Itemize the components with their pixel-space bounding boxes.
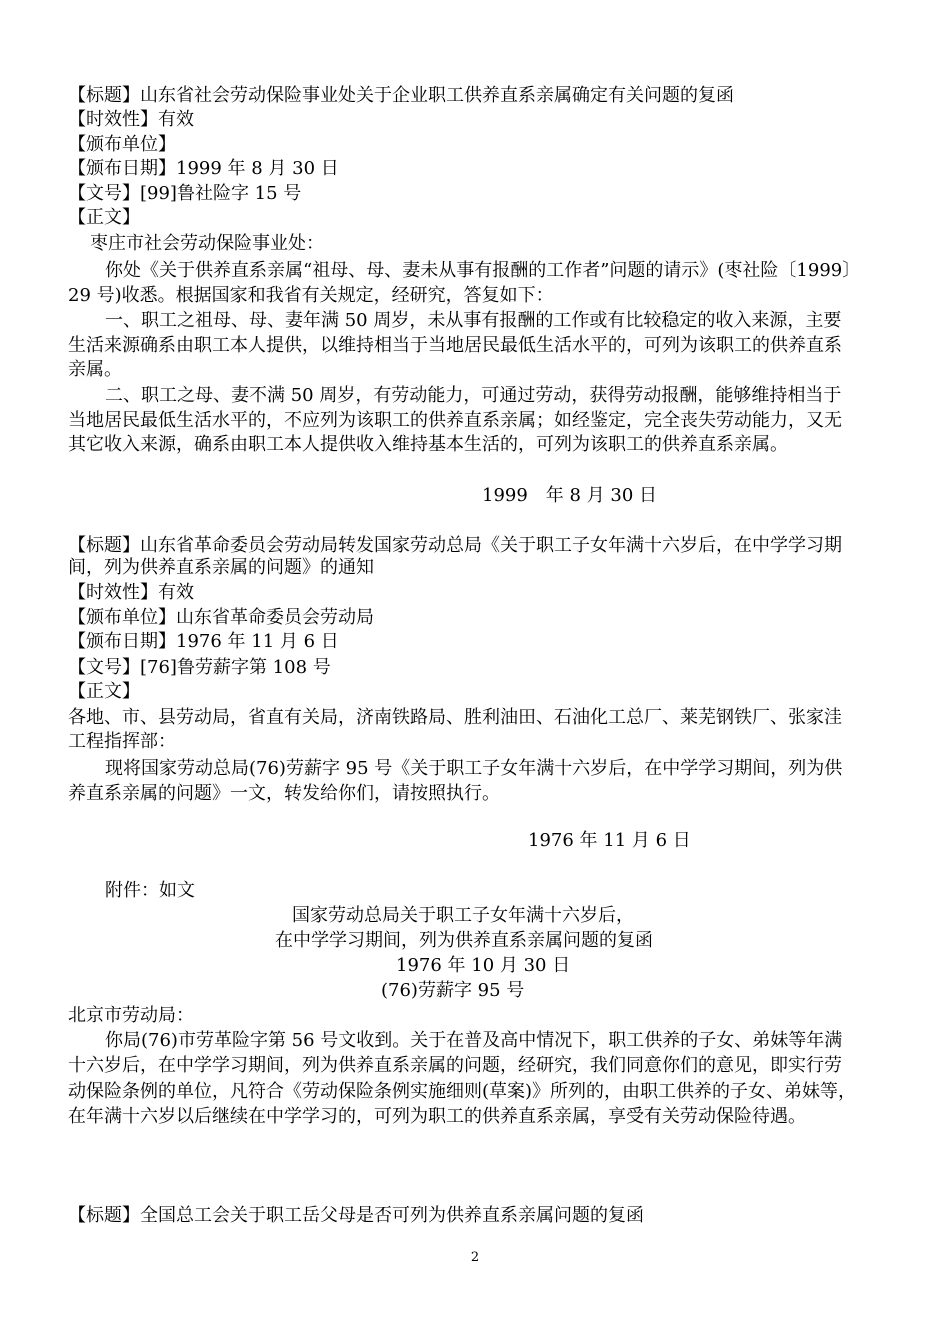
doc1-p3-line: 二、职工之母、妻不满 50 周岁，有劳动能力，可通过劳动，获得劳动报酬，能够维持相当于 — [105, 385, 842, 406]
page-number: 2 — [470, 1250, 480, 1265]
attachment-date: 1976 年 10 月 30 日 — [396, 955, 571, 976]
doc2-title-line: 【标题】山东省革命委员会劳动局转发国家劳动总局《关于职工子女年满十六岁后，在中学学习期 — [68, 535, 842, 556]
attachment-addressee: 北京市劳动局： — [68, 1005, 194, 1026]
doc2-body-label: 【正文】 — [68, 681, 140, 702]
doc2-docno: 【文号】[76]鲁劳薪字第 108 号 — [68, 657, 331, 678]
doc1-p2-line: 亲属。 — [68, 359, 122, 380]
doc1-body-label: 【正文】 — [68, 207, 140, 228]
attachment-p1-line: 十六岁后，在中学学习期间，列为供养直系亲属的问题，经研究，我们同意你们的意见，即实行劳 — [68, 1055, 842, 1076]
doc1-p3-line: 当地居民最低生活水平的，不应列为该职工的供养直系亲属；如经鉴定，完全丧失劳动能力，又无 — [68, 410, 842, 431]
doc2-addressee-line: 工程指挥部： — [68, 731, 176, 752]
attachment-p1-line: 动保险条例的单位，凡符合《劳动保险条例实施细则(草案)》所列的，由职工供养的子女、弟妹等， — [68, 1081, 857, 1102]
doc1-p1-line: 29 号)收悉。根据国家和我省有关规定，经研究，答复如下： — [68, 285, 554, 306]
doc1-validity: 【时效性】有效 — [68, 109, 194, 130]
doc1-sign-date: 1999 年 8 月 30 日 — [482, 485, 658, 506]
doc1-p3-line: 其它收入来源，确系由职工本人提供收入维持基本生活的，可列为该职工的供养直系亲属。 — [68, 434, 788, 455]
doc2-addressee-line: 各地、市、县劳动局，省直有关局，济南铁路局、胜利油田、石油化工总厂、莱芜钢铁厂、张家洼 — [68, 707, 842, 728]
doc1-title: 【标题】山东省社会劳动保险事业处关于企业职工供养直系亲属确定有关问题的复函 — [68, 85, 734, 106]
doc2-issuer: 【颁布单位】山东省革命委员会劳动局 — [68, 607, 374, 628]
doc2-validity: 【时效性】有效 — [68, 582, 194, 603]
doc1-addressee: 枣庄市社会劳动保险事业处： — [90, 233, 324, 254]
doc2-date: 【颁布日期】1976 年 11 月 6 日 — [68, 631, 339, 652]
doc2-title-line: 间，列为供养直系亲属的问题》的通知 — [68, 557, 374, 578]
doc1-date: 【颁布日期】1999 年 8 月 30 日 — [68, 158, 339, 179]
attachment-title-line: 在中学学习期间，列为供养直系亲属问题的复函 — [275, 930, 653, 951]
attachment-docno: (76)劳薪字 95 号 — [381, 980, 525, 1001]
doc2-p1-line: 养直系亲属的问题》一文，转发给你们，请按照执行。 — [68, 783, 500, 804]
doc1-docno: 【文号】[99]鲁社险字 15 号 — [68, 183, 302, 204]
doc1-p1-line: 你处《关于供养直系亲属“祖母、母、妻未从事有报酬的工作者”问题的请示》(枣社险〔1999〕 — [105, 260, 861, 281]
attachment-p1-line: 你局(76)市劳革险字第 56 号文收到。关于在普及高中情况下，职工供养的子女、弟妹等年满 — [105, 1030, 843, 1051]
doc1-p2-line: 生活来源确系由职工本人提供，以维持相当于当地居民最低生活水平的，可列为该职工的供养直系 — [68, 335, 842, 356]
doc2-attachment: 附件：如文 — [105, 880, 195, 901]
doc2-sign-date: 1976 年 11 月 6 日 — [528, 830, 691, 851]
doc3-title: 【标题】全国总工会关于职工岳父母是否可列为供养直系亲属问题的复函 — [68, 1205, 644, 1226]
doc1-issuer: 【颁布单位】 — [68, 134, 176, 155]
doc1-p2-line: 一、职工之祖母、母、妻年满 50 周岁，未从事有报酬的工作或有比较稳定的收入来源，主要 — [105, 310, 842, 331]
doc2-p1-line: 现将国家劳动总局(76)劳薪字 95 号《关于职工子女年满十六岁后，在中学学习期间，列为供 — [105, 758, 843, 779]
attachment-p1-line: 在年满十六岁以后继续在中学学习的，可列为职工的供养直系亲属，享受有关劳动保险待遇。 — [68, 1106, 806, 1127]
attachment-title-line: 国家劳动总局关于职工子女年满十六岁后， — [292, 905, 634, 926]
